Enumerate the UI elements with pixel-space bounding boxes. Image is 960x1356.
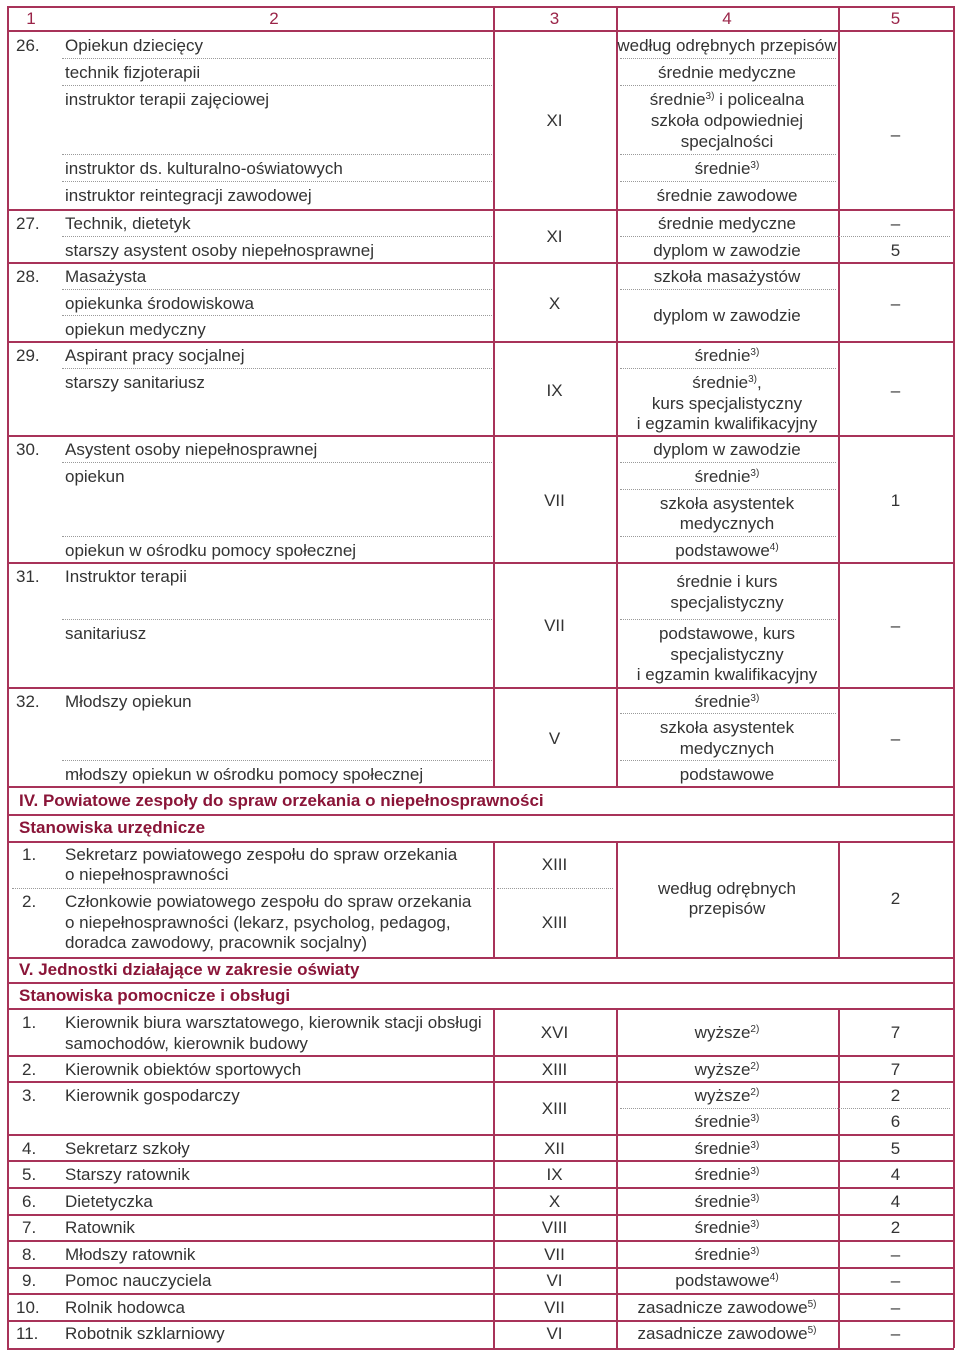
dotted-sep bbox=[62, 536, 492, 537]
category: XIII bbox=[541, 1099, 568, 1118]
dotted-sep bbox=[497, 888, 613, 889]
row-number: 6. bbox=[22, 1192, 37, 1211]
qualification: kurs specjalistyczny bbox=[651, 394, 803, 413]
footnote-ref: 3) bbox=[750, 160, 760, 171]
qualification bbox=[616, 158, 838, 179]
dotted-sep bbox=[620, 85, 836, 86]
qualification bbox=[616, 1164, 838, 1185]
qualification: specjalności bbox=[680, 132, 774, 151]
footnote-ref: 3) bbox=[750, 1166, 760, 1177]
position-name: Instruktor terapii bbox=[65, 567, 187, 586]
dotted-sep bbox=[62, 85, 492, 86]
row-sep bbox=[7, 786, 954, 788]
row-number: 30. bbox=[16, 440, 40, 459]
qualification bbox=[616, 1022, 838, 1043]
qualification: według odrębnych bbox=[658, 879, 796, 898]
years: – bbox=[890, 616, 901, 635]
qualification bbox=[616, 1244, 838, 1265]
years: – bbox=[890, 125, 901, 144]
row-number: 28. bbox=[16, 267, 40, 286]
category: X bbox=[548, 1192, 561, 1211]
category: VII bbox=[544, 491, 565, 510]
position-name: Rolnik hodowca bbox=[65, 1298, 186, 1317]
header-col-4: 4 bbox=[722, 9, 732, 28]
position-name: Młodszy ratownik bbox=[65, 1245, 196, 1264]
header-bottom-border bbox=[7, 30, 954, 32]
footnote-ref: 3) bbox=[750, 693, 760, 704]
section-title: IV. Powiatowe zespoły do spraw orzekania o niepełnosprawności bbox=[19, 791, 544, 810]
header-col-2: 2 bbox=[269, 9, 279, 28]
position-name: Masażysta bbox=[65, 267, 147, 286]
position-name: Asystent osoby niepełnosprawnej bbox=[65, 440, 318, 459]
row-sep bbox=[7, 262, 954, 264]
qualification bbox=[616, 1085, 838, 1106]
position-name: sanitariusz bbox=[65, 624, 147, 643]
header-col-3: 3 bbox=[549, 9, 560, 28]
section-subtitle: Stanowiska urzędnicze bbox=[19, 818, 206, 837]
row-sep bbox=[7, 1008, 954, 1010]
years: 2 bbox=[890, 1218, 901, 1237]
qualification bbox=[616, 35, 838, 56]
footnote-ref: 2) bbox=[750, 1087, 760, 1098]
dotted-sep bbox=[620, 489, 836, 490]
qualification bbox=[616, 1059, 838, 1080]
footnote-ref: 2) bbox=[750, 1061, 760, 1072]
qualification: przepisów bbox=[688, 899, 766, 918]
qualification bbox=[616, 1270, 838, 1291]
row-sep bbox=[7, 1320, 954, 1322]
qualification bbox=[616, 1297, 838, 1318]
years: 6 bbox=[890, 1112, 901, 1131]
position-name: Sekretarz szkoły bbox=[65, 1139, 190, 1158]
row-number: 29. bbox=[16, 346, 40, 365]
row-sep bbox=[7, 687, 954, 689]
footnote-ref: 3) bbox=[750, 1219, 760, 1230]
position-name: Starszy ratownik bbox=[65, 1165, 190, 1184]
qualification-text: średnie bbox=[692, 373, 749, 392]
dotted-sep bbox=[62, 181, 492, 182]
years: – bbox=[890, 1324, 901, 1343]
category: XIII bbox=[541, 913, 568, 932]
position-name: Aspirant pracy socjalnej bbox=[65, 346, 245, 365]
qualification-text: wyższe bbox=[694, 1060, 751, 1079]
row-number: 1. bbox=[22, 845, 37, 864]
position-name: Członkowie powiatowego zespołu do spraw orzekania bbox=[65, 892, 472, 911]
row-number: 4. bbox=[22, 1139, 37, 1158]
qualification: szkoła odpowiedniej bbox=[650, 111, 804, 130]
row-number: 2. bbox=[22, 892, 37, 911]
footnote-ref: 3) bbox=[750, 468, 760, 479]
row-number: 8. bbox=[22, 1245, 37, 1264]
category: V bbox=[548, 729, 561, 748]
section-subtitle: Stanowiska pomocnicze i obsługi bbox=[19, 986, 291, 1005]
dotted-sep bbox=[12, 888, 492, 889]
qualification-text: podstawowe bbox=[675, 541, 770, 560]
years: 2 bbox=[890, 889, 901, 908]
position-name: Pomoc nauczyciela bbox=[65, 1271, 212, 1290]
position-name: Kierownik obiektów sportowych bbox=[65, 1060, 302, 1079]
row-sep bbox=[7, 1240, 954, 1242]
row-sep bbox=[7, 841, 954, 843]
position-name: technik fizjoterapii bbox=[65, 63, 201, 82]
footnote-ref: 3) bbox=[750, 1193, 760, 1204]
years: 1 bbox=[890, 491, 901, 510]
position-name: młodszy opiekun w ośrodku pomocy społecznej bbox=[65, 765, 424, 784]
position-name: instruktor ds. kulturalno-oświatowych bbox=[65, 159, 343, 178]
qualification: dyplom w zawodzie bbox=[653, 440, 801, 459]
table-bottom-border bbox=[7, 1348, 954, 1350]
qualification bbox=[616, 89, 838, 110]
dotted-sep bbox=[620, 289, 836, 290]
qualification: podstawowe bbox=[679, 765, 775, 784]
position-name: opiekun w ośrodku pomocy społecznej bbox=[65, 541, 357, 560]
qualification: medycznych bbox=[679, 739, 775, 758]
dotted-sep bbox=[62, 154, 492, 155]
footnote-ref: 3) bbox=[748, 374, 757, 385]
dotted-sep bbox=[620, 58, 836, 59]
qualification: podstawowe, kurs bbox=[658, 624, 796, 643]
position-name: starszy asystent osoby niepełnosprawnej bbox=[65, 241, 374, 260]
row-sep bbox=[7, 341, 954, 343]
dotted-sep bbox=[620, 181, 836, 182]
row-sep bbox=[7, 982, 954, 984]
category: X bbox=[548, 294, 561, 313]
position-name: Młodszy opiekun bbox=[65, 692, 192, 711]
footnote-ref: 3) bbox=[750, 347, 760, 358]
dotted-sep bbox=[620, 154, 836, 155]
qualification-text: wyższe bbox=[694, 1086, 751, 1105]
row-sep bbox=[7, 1055, 954, 1057]
qualification: średnie zawodowe bbox=[656, 186, 798, 205]
years: – bbox=[890, 381, 901, 400]
qualification-text: średnie bbox=[694, 1218, 751, 1237]
row-number: 26. bbox=[16, 36, 40, 55]
footnote-ref: 3) bbox=[705, 91, 715, 102]
qualification bbox=[616, 1323, 838, 1344]
qualification: szkoła masażystów bbox=[653, 267, 801, 286]
qualification-text: średnie bbox=[694, 159, 751, 178]
qualification-text: średnie bbox=[694, 1112, 751, 1131]
dotted-sep bbox=[62, 619, 492, 620]
dotted-sep bbox=[62, 58, 492, 59]
qualification bbox=[616, 466, 838, 487]
position-name: o niepełnosprawności bbox=[65, 865, 229, 884]
row-number: 32. bbox=[16, 692, 40, 711]
dotted-sep bbox=[620, 368, 836, 369]
years: – bbox=[890, 1298, 901, 1317]
qualification: specjalistyczny bbox=[670, 593, 784, 612]
years: 7 bbox=[890, 1060, 901, 1079]
row-sep bbox=[7, 1160, 954, 1162]
row-number: 9. bbox=[22, 1271, 37, 1290]
qualification: średnie medyczne bbox=[658, 63, 796, 82]
qualification bbox=[616, 1191, 838, 1212]
qualification-text: średnie bbox=[694, 1245, 751, 1264]
row-number: 3. bbox=[22, 1086, 37, 1105]
dotted-sep bbox=[62, 368, 492, 369]
row-number: 2. bbox=[22, 1060, 37, 1079]
position-name: o niepełnosprawności (lekarz, psycholog, pedagog, bbox=[65, 913, 451, 932]
row-number: 11. bbox=[16, 1324, 39, 1343]
category: VII bbox=[544, 616, 565, 635]
category: IX bbox=[546, 381, 563, 400]
years: – bbox=[890, 729, 901, 748]
row-number: 7. bbox=[22, 1218, 37, 1237]
category: VII bbox=[544, 1245, 565, 1264]
years: – bbox=[890, 214, 901, 233]
category: XI bbox=[546, 227, 563, 246]
qualification-text: wyższe bbox=[694, 1023, 751, 1042]
header-col-1: 1 bbox=[26, 9, 36, 28]
position-name: Ratownik bbox=[65, 1218, 135, 1237]
dotted-sep bbox=[62, 315, 492, 316]
position-name: instruktor reintegracji zawodowej bbox=[65, 186, 312, 205]
years: 2 bbox=[890, 1086, 901, 1105]
qualification-text: średnie bbox=[694, 346, 751, 365]
qualification bbox=[616, 345, 838, 366]
category: XIII bbox=[541, 855, 568, 874]
qualification-text: średnie bbox=[649, 90, 706, 109]
qualification: medycznych bbox=[679, 514, 775, 533]
footnote-ref: 4) bbox=[769, 542, 779, 553]
qualification: specjalistyczny bbox=[670, 645, 784, 664]
years: 4 bbox=[890, 1192, 901, 1211]
qualification-text: średnie bbox=[694, 1139, 751, 1158]
qualification: średnie i kurs bbox=[676, 572, 778, 591]
qualification-text: zasadnicze zawodowe bbox=[637, 1324, 808, 1343]
category: VI bbox=[546, 1324, 563, 1343]
qualification bbox=[616, 1111, 838, 1132]
row-number: 31. bbox=[16, 567, 40, 586]
position-name: Robotnik szklarniowy bbox=[65, 1324, 225, 1343]
footnote-ref: 3) bbox=[750, 1113, 760, 1124]
qualification bbox=[616, 1217, 838, 1238]
qualification: średnie medyczne bbox=[658, 214, 796, 233]
section-title: V. Jednostki działające w zakresie oświaty bbox=[19, 960, 360, 979]
position-name: Dietetyczka bbox=[65, 1192, 153, 1211]
position-name: Kierownik gospodarczy bbox=[65, 1086, 240, 1105]
position-name: Technik, dietetyk bbox=[65, 214, 191, 233]
position-name: instruktor terapii zajęciowej bbox=[65, 90, 270, 109]
category: VIII bbox=[541, 1218, 568, 1237]
category: IX bbox=[546, 1165, 563, 1184]
dotted-sep bbox=[620, 462, 836, 463]
category: VII bbox=[544, 1298, 565, 1317]
position-name: samochodów, kierownik budowy bbox=[65, 1034, 308, 1053]
dotted-sep bbox=[62, 289, 492, 290]
row-number: 27. bbox=[16, 214, 40, 233]
row-sep bbox=[7, 435, 954, 437]
row-number: 5. bbox=[22, 1165, 37, 1184]
qualification: szkoła asystentek bbox=[659, 718, 795, 737]
dotted-sep bbox=[62, 236, 492, 237]
position-name: Sekretarz powiatowego zespołu do spraw orzekania bbox=[65, 845, 458, 864]
row-sep bbox=[7, 1134, 954, 1136]
qualification: i egzamin kwalifikacyjny bbox=[636, 665, 818, 684]
category: VI bbox=[546, 1271, 563, 1290]
years: 7 bbox=[890, 1023, 901, 1042]
position-name: doradca zawodowy, pracownik socjalny) bbox=[65, 933, 368, 952]
qualification bbox=[616, 372, 838, 393]
years: 4 bbox=[890, 1165, 901, 1184]
position-name: opiekun bbox=[65, 467, 125, 486]
footnote-ref: 5) bbox=[807, 1299, 817, 1310]
category: XIII bbox=[541, 1060, 568, 1079]
row-sep bbox=[7, 209, 954, 211]
years: 5 bbox=[890, 1139, 901, 1158]
row-sep bbox=[7, 1081, 954, 1083]
row-sep bbox=[7, 814, 954, 816]
qualification bbox=[616, 691, 838, 712]
dotted-sep bbox=[62, 462, 492, 463]
qualification-text: i policealna bbox=[714, 90, 805, 109]
category: XI bbox=[546, 111, 563, 130]
qualification-text: , bbox=[756, 373, 762, 392]
row-number: 1. bbox=[22, 1013, 37, 1032]
dotted-sep bbox=[620, 760, 836, 761]
qualification-text: zasadnicze zawodowe bbox=[637, 1298, 808, 1317]
qualification-text: według odrębnych przepisów bbox=[617, 36, 837, 55]
qualification-text: średnie bbox=[694, 692, 751, 711]
qualification bbox=[616, 540, 838, 561]
footnote-ref: 3) bbox=[750, 1140, 760, 1151]
row-sep bbox=[7, 562, 954, 564]
dotted-sep bbox=[620, 619, 836, 620]
position-name: opiekunka środowiskowa bbox=[65, 294, 254, 313]
category: XVI bbox=[540, 1023, 569, 1042]
position-name: opiekun medyczny bbox=[65, 320, 206, 339]
qualification: dyplom w zawodzie bbox=[653, 306, 801, 325]
category: XII bbox=[544, 1139, 565, 1158]
position-name: Opiekun dziecięcy bbox=[65, 36, 203, 55]
years: – bbox=[890, 294, 901, 313]
position-name: Kierownik biura warsztatowego, kierownik stacji obsługi bbox=[65, 1013, 482, 1032]
footnote-ref: 2) bbox=[750, 1024, 760, 1035]
qualification-text: podstawowe bbox=[675, 1271, 770, 1290]
row-number: 10. bbox=[16, 1298, 40, 1317]
qualification-text: średnie bbox=[694, 1192, 751, 1211]
qualification-text: średnie bbox=[694, 1165, 751, 1184]
position-name: starszy sanitariusz bbox=[65, 373, 205, 392]
left-border bbox=[7, 6, 9, 1348]
qualification: i egzamin kwalifikacyjny bbox=[636, 414, 818, 433]
years: 5 bbox=[890, 241, 901, 260]
years: – bbox=[890, 1271, 901, 1290]
qualification: szkoła asystentek bbox=[659, 494, 795, 513]
years: – bbox=[890, 1245, 901, 1264]
dotted-sep bbox=[620, 236, 950, 237]
footnote-ref: 4) bbox=[769, 1272, 779, 1283]
row-sep bbox=[7, 1187, 954, 1189]
header-col-5: 5 bbox=[890, 9, 901, 28]
row-sep bbox=[7, 1267, 954, 1269]
row-sep bbox=[7, 1293, 954, 1295]
qualification bbox=[616, 1138, 838, 1159]
footnote-ref: 3) bbox=[750, 1246, 760, 1257]
qualification-text: średnie bbox=[694, 467, 751, 486]
dotted-sep bbox=[62, 760, 492, 761]
qualification: dyplom w zawodzie bbox=[653, 241, 801, 260]
row-sep bbox=[7, 1214, 954, 1216]
dotted-sep bbox=[620, 536, 836, 537]
dotted-sep bbox=[620, 1108, 950, 1109]
right-border bbox=[953, 6, 955, 1348]
dotted-sep bbox=[620, 713, 836, 714]
footnote-ref: 5) bbox=[807, 1325, 817, 1336]
